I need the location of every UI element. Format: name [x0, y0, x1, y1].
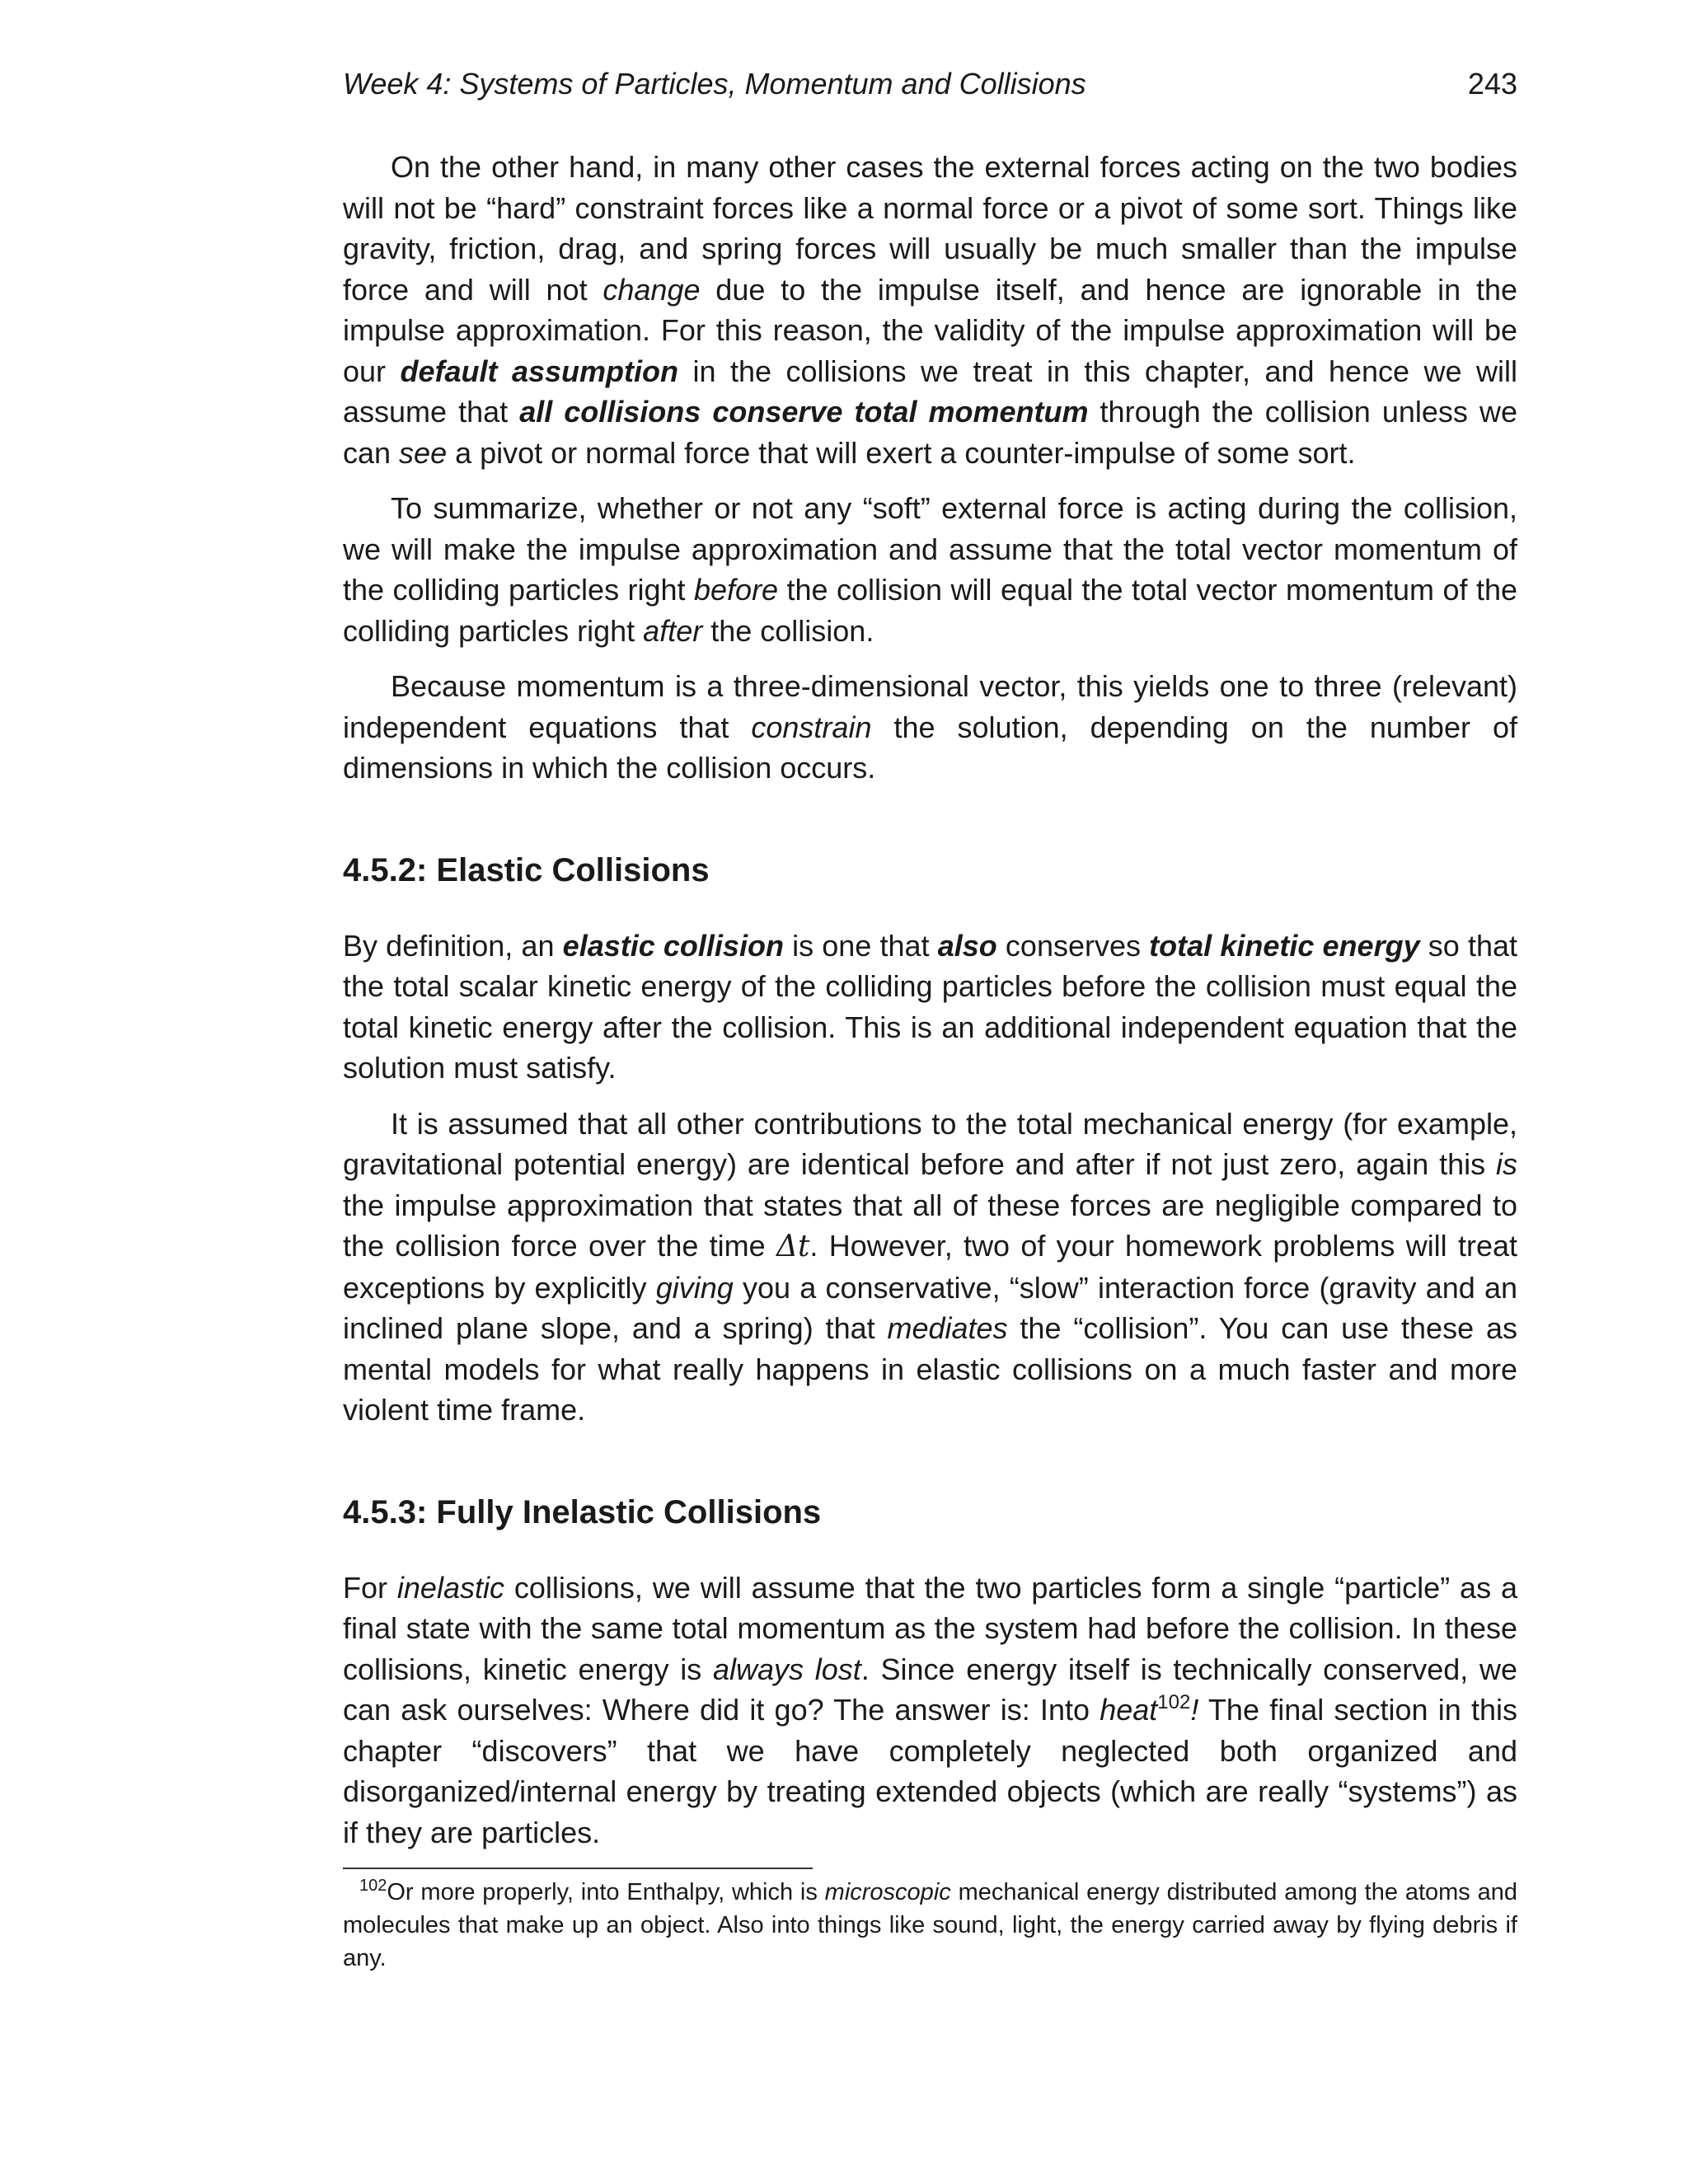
paragraph-inelastic: For inelastic collisions, we will assume that the two particles form a single “particle” as a final state with the same total momentum as the system had before the collision. In these collisions, kinetic energy is always lost. Since energy itself is technically conserved, we can ask ourselves: Where did it go? The answer is: Into heat$^{102}$! The final section in this chapter “discovers” that we have completely neglected both organized and disorganized/internal energy by treating extended objects (which are really “systems”) as if they are particles.	[343, 1570, 1518, 1849]
paragraph-elastic-assumptions: It is assumed that all other contributions to the total mechanical energy (for example, gravitational potential energy) are identical before and after if not just zero, again this is the impulse approximation that states that all of these forces are negligible compared to the collision force over the time Δt. However, two of your homework problems will treat exceptions by explicitly giving you a conservative, “slow” interaction force (gravity and an inclined plane slope, and a spring) that mediates the “collision”. You can use these as mental models for what really happens in elastic collisions on a much faster and more violent time frame.	[343, 1106, 1518, 1427]
footnote-divider	[343, 1868, 813, 1869]
running-header	[343, 66, 1517, 102]
running-title: Week 4: Systems of Particles, Momentum and Collisions	[343, 67, 1086, 101]
footnote-102: $^{102}$Or more properly, into Enthalpy, which is microscopic mechanical energy distributed among the atoms and molecules that make up an object. Also into things like sound, light, the energy carried away by flying debris if any.	[343, 1877, 1517, 1971]
body-text	[343, 147, 1517, 1975]
paragraph-elastic-definition: By definition, an elastic collision is one that also conserves total kinetic energy so that the total scalar kinetic energy of the colliding particles before the collision must equal the total kinetic energy after the collision. This is an additional independent equation that the solution must satisfy.	[343, 928, 1517, 1085]
page-number: 243	[1467, 67, 1517, 101]
paragraph-summary: To summarize, whether or not any “soft” external force is acting during the collision, we will make the impulse approximation and assume that the total vector momentum of the colliding particles right before the collision will equal the total vector momentum of the colliding particles right after the collision.	[343, 491, 1517, 648]
paragraph-hard-constraints: On the other hand, in many other cases the external forces acting on the two bodies will not be “hard” constraint forces like a normal force or a pivot of some sort. Things like gravity, friction, drag, and spring forces will usually be much smaller than the impulse force and will not change due to the impulse itself, and hence are ignorable in the impulse approximation. For this reason, the validity of the impulse approximation will be our default assumption in the collisions we treat in this chapter, and hence we will assume that all collisions conserve total momentum through the collision unless we can see a pivot or normal force that will exert a counter-impulse of some sort.	[343, 150, 1517, 470]
delta-t-symbol: Δt	[776, 1230, 810, 1263]
paragraph-momentum-vector: Because momentum is a three-dimensional vector, this yields one to three (relevant) independent equations that constrain the solution, depending on the number of dimensions in which the collision occurs.	[343, 669, 1517, 785]
section-heading-inelastic: 4.5.3: Fully Inelastic Collisions	[343, 1493, 822, 1530]
footnote-reference[interactable]: 102	[1157, 1691, 1191, 1713]
footnote-mark: 102	[359, 1877, 387, 1895]
section-heading-elastic: 4.5.2: Elastic Collisions	[343, 851, 710, 888]
